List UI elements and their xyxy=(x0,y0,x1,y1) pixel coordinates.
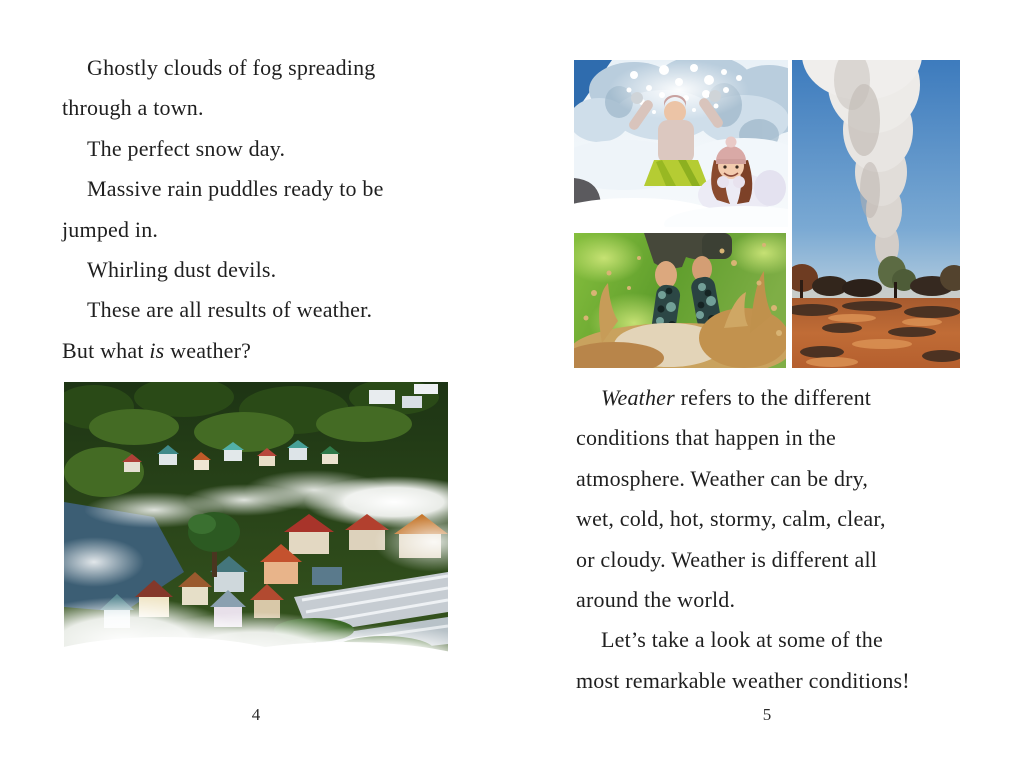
dust-devil-illustration xyxy=(792,60,960,368)
text-line: around the world. xyxy=(576,586,736,612)
text-line: jumped in. xyxy=(62,216,159,242)
text-line: wet, cold, hot, stormy, calm, clear, xyxy=(576,506,886,532)
text-line: Ghostly clouds of fog spreading xyxy=(87,55,376,80)
right-page-text xyxy=(576,378,976,701)
text-line: Weather refers to the different xyxy=(601,385,872,410)
text-line: through a town. xyxy=(62,95,204,121)
photo-dust-devil xyxy=(792,60,960,368)
photo-puddle-splash xyxy=(574,233,786,368)
text-line: The perfect snow day. xyxy=(87,135,286,161)
text-line: or cloudy. Weather is different all xyxy=(576,546,878,572)
foggy-town-illustration xyxy=(64,382,448,683)
children-snow-illustration xyxy=(574,60,788,227)
text-line: These are all results of weather. xyxy=(87,297,373,323)
page-number-left: 4 xyxy=(251,705,261,724)
text-line: most remarkable weather conditions! xyxy=(576,667,910,693)
text-line: Whirling dust devils. xyxy=(87,256,277,282)
puddle-splash-illustration xyxy=(574,233,786,368)
text-line: conditions that happen in the xyxy=(576,425,836,451)
photo-children-snow xyxy=(574,60,788,227)
page-number-right: 5 xyxy=(762,705,772,724)
text-line: atmosphere. Weather can be dry, xyxy=(576,465,869,491)
text-line: Let’s take a look at some of the xyxy=(601,627,883,653)
photo-foggy-town xyxy=(64,382,448,683)
text-line: Massive rain puddles ready to be xyxy=(87,176,384,202)
text-line: But what is weather? xyxy=(62,337,252,363)
left-page-text xyxy=(62,48,462,371)
